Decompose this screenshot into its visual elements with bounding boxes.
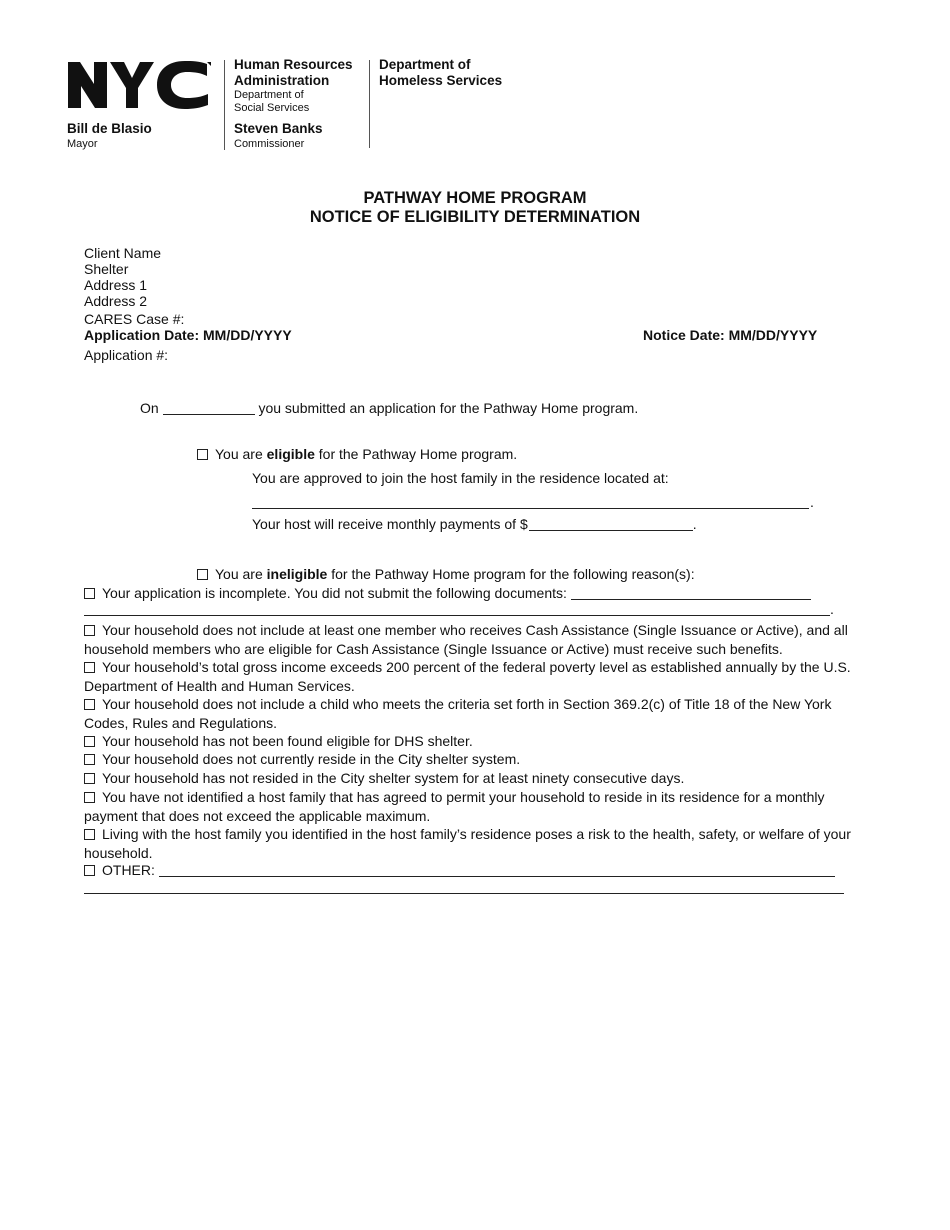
application-date: Application Date: MM/DD/YYYY bbox=[84, 327, 292, 343]
mayor-title: Mayor bbox=[67, 138, 98, 150]
ineligible-checkbox[interactable] bbox=[197, 569, 208, 580]
reason-child: Your household does not include a child who meets the criteria set forth in Section 369.2(c) of Title 18 of the New York Codes, Rules and Regulations. bbox=[84, 696, 832, 731]
page-subtitle: NOTICE OF ELIGIBILITY DETERMINATION bbox=[309, 208, 641, 226]
payment-amount-blank[interactable] bbox=[529, 517, 693, 531]
eligible-checkbox[interactable] bbox=[197, 449, 208, 460]
cares-case: CARES Case #: bbox=[84, 311, 185, 327]
notice-date: Notice Date: MM/DD/YYYY bbox=[643, 327, 818, 343]
reason-cash-assistance: Your household does not include at least one member who receives Cash Assistance (Single Issuance or Active), and all household members who are eligible for Cash Assistance (Single Issuance or Active) must receive such benefits. bbox=[84, 622, 848, 657]
intro-line: On you submitted an application for the Pathway Home program. bbox=[140, 400, 639, 416]
reason-ninety-days-checkbox[interactable] bbox=[84, 773, 95, 784]
dhs-title: Department of Homeless Services bbox=[379, 57, 503, 88]
reason-cash-assistance-checkbox[interactable] bbox=[84, 625, 95, 636]
reason-ninety-days: Your household has not resided in the City shelter system for at least ninety consecutive days. bbox=[84, 770, 684, 787]
reason-not-reside: Your household does not currently reside in the City shelter system. bbox=[84, 751, 520, 768]
reason-incomplete: Your application is incomplete. You did not submit the following documents: bbox=[84, 585, 811, 602]
approved-text: You are approved to join the host family in the residence located at: bbox=[252, 470, 669, 486]
client-shelter: Shelter bbox=[84, 261, 129, 277]
reason-host-family-checkbox[interactable] bbox=[84, 792, 95, 803]
page-title: PATHWAY HOME PROGRAM bbox=[363, 189, 587, 207]
ineligible-option: You are ineligible for the Pathway Home program for the following reason(s): bbox=[197, 566, 695, 583]
documents-blank[interactable] bbox=[571, 586, 811, 600]
eligible-option: You are eligible for the Pathway Home program. bbox=[197, 446, 517, 463]
reason-not-reside-checkbox[interactable] bbox=[84, 754, 95, 765]
payments-line: Your host will receive monthly payments of $ . bbox=[252, 516, 697, 532]
other-blank[interactable] bbox=[159, 863, 835, 877]
application-number: Application #: bbox=[84, 347, 169, 363]
mayor-name: Bill de Blasio bbox=[67, 121, 152, 136]
reason-host-family: You have not identified a host family that has agreed to permit your household to reside in its residence for a monthly payment that does not exceed the applicable maximum. bbox=[84, 789, 825, 824]
client-address-2: Address 2 bbox=[84, 293, 148, 309]
divider bbox=[224, 60, 225, 150]
reason-other-checkbox[interactable] bbox=[84, 865, 95, 876]
reason-not-eligible-shelter-checkbox[interactable] bbox=[84, 736, 95, 747]
client-name: Client Name bbox=[84, 245, 162, 261]
reason-incomplete-checkbox[interactable] bbox=[84, 588, 95, 599]
other-blank-line-2[interactable] bbox=[84, 893, 844, 894]
period: . bbox=[810, 494, 814, 510]
divider bbox=[369, 60, 370, 148]
reason-other: OTHER: bbox=[84, 862, 835, 879]
residence-address-blank[interactable] bbox=[252, 508, 809, 509]
reason-not-eligible-shelter: Your household has not been found eligible for DHS shelter. bbox=[84, 733, 473, 750]
commissioner-title: Commissioner bbox=[234, 138, 305, 150]
reason-income-checkbox[interactable] bbox=[84, 662, 95, 673]
hra-subtitle: Department of Social Services bbox=[234, 89, 310, 114]
reason-child-checkbox[interactable] bbox=[84, 699, 95, 710]
commissioner-name: Steven Banks bbox=[234, 121, 323, 136]
nyc-logo bbox=[67, 60, 213, 110]
client-address-1: Address 1 bbox=[84, 277, 148, 293]
date-blank[interactable] bbox=[163, 401, 255, 415]
reason-risk-checkbox[interactable] bbox=[84, 829, 95, 840]
reason-risk: Living with the host family you identified in the host family’s residence poses a risk to the health, safety, or welfare of your household. bbox=[84, 826, 851, 861]
reason-income: Your household’s total gross income exceeds 200 percent of the federal poverty level as established annually by the U.S. Department of Health and Human Services. bbox=[84, 659, 851, 694]
hra-title: Human Resources Administration bbox=[234, 57, 353, 88]
period: . bbox=[830, 601, 834, 617]
documents-blank-line-2[interactable] bbox=[84, 615, 830, 616]
